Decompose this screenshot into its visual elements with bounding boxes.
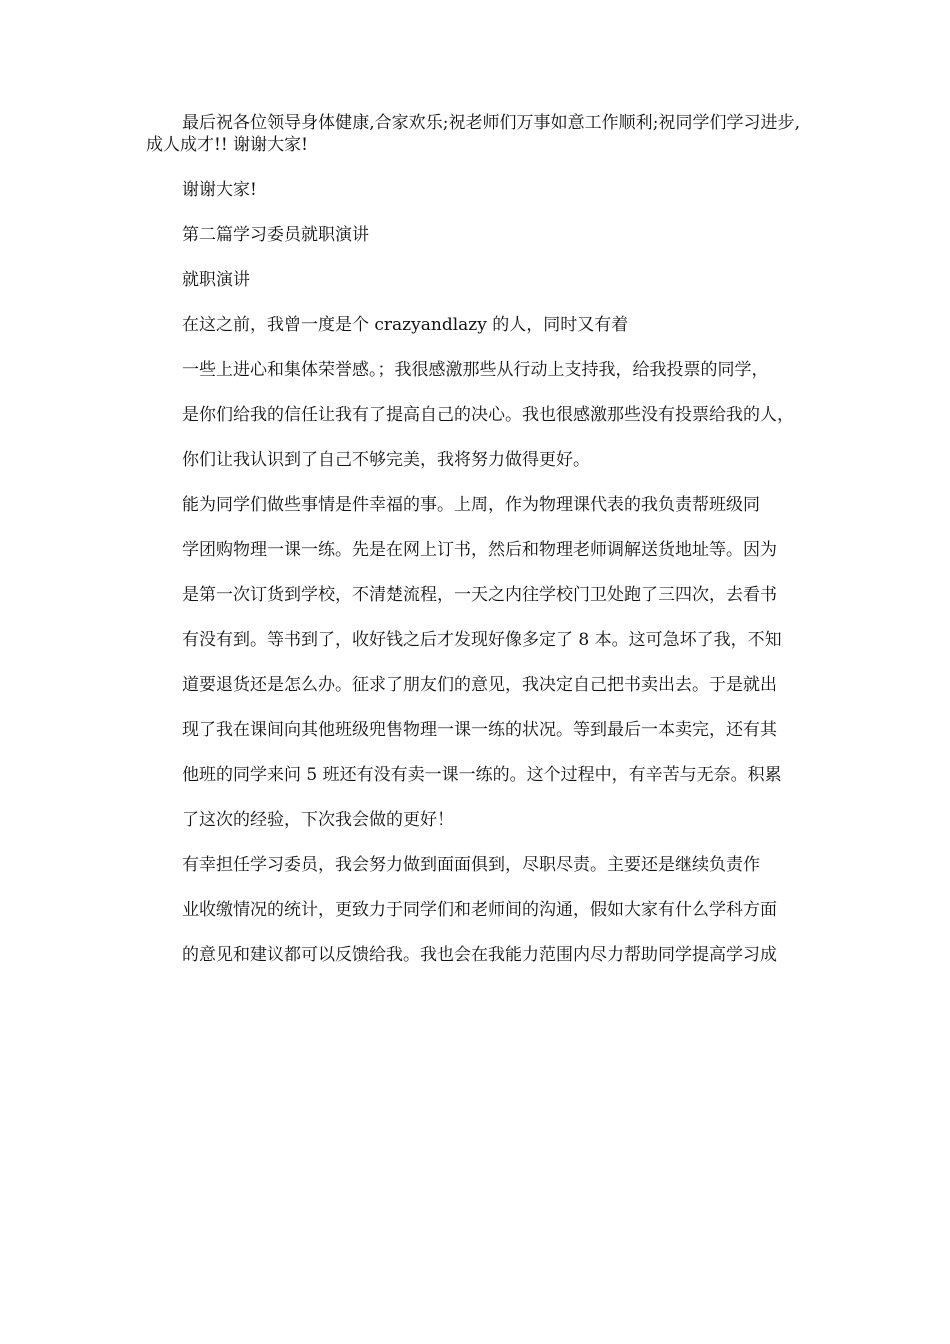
paragraph: 是第一次订货到学校，不清楚流程，一天之内往学校门卫处跑了三四次，去看书	[182, 585, 777, 605]
paragraph: 业收缴情况的统计，更致力于同学们和老师间的沟通，假如大家有什么学科方面	[182, 900, 777, 920]
paragraph: 一些上进心和集体荣誉感。；我很感激那些从行动上支持我，给我投票的同学，	[182, 360, 769, 380]
paragraph: 谢谢大家!	[182, 180, 257, 200]
subtitle: 就职演讲	[182, 270, 250, 290]
paragraph: 能为同学们做些事情是件幸福的事。上周，作为物理课代表的我负责帮班级同	[182, 495, 760, 515]
paragraph: 了这次的经验，下次我会做的更好！	[182, 810, 454, 830]
paragraph: 道要退货还是怎么办。征求了朋友们的意见，我决定自己把书卖出去。于是就出	[182, 675, 777, 695]
paragraph: 在这之前，我曾一度是个 crazyandlazy 的人，同时又有着	[182, 315, 629, 335]
paragraph: 你们让我认识到了自己不够完美，我将努力做得更好。	[182, 450, 590, 470]
paragraph: 有幸担任学习委员，我会努力做到面面俱到，尽职尽责。主要还是继续负责作	[182, 855, 760, 875]
paragraph: 是你们给我的信任让我有了提高自己的决心。我也很感激那些没有投票给我的人，	[182, 405, 794, 425]
paragraph: 学团购物理一课一练。先是在网上订书，然后和物理老师调解送货地址等。因为	[182, 540, 777, 560]
paragraph: 现了我在课间向其他班级兜售物理一课一练的状况。等到最后一本卖完，还有其	[182, 720, 777, 740]
section-title: 第二篇学习委员就职演讲	[182, 225, 369, 245]
paragraph: 有没有到。等书到了，收好钱之后才发现好像多定了 8 本。这可急坏了我，不知	[182, 630, 782, 650]
paragraph: 他班的同学来问 5 班还有没有卖一课一练的。这个过程中，有辛苦与无奈。积累	[182, 765, 782, 785]
paragraph: 最后祝各位领导身体健康,合家欢乐;祝老师们万事如意工作顺利;祝同学们学习进步,成人成才!! 谢谢大家!	[146, 113, 800, 155]
paragraph: 的意见和建议都可以反馈给我。我也会在我能力范围内尽力帮助同学提高学习成	[182, 945, 777, 965]
document-body	[146, 112, 800, 989]
